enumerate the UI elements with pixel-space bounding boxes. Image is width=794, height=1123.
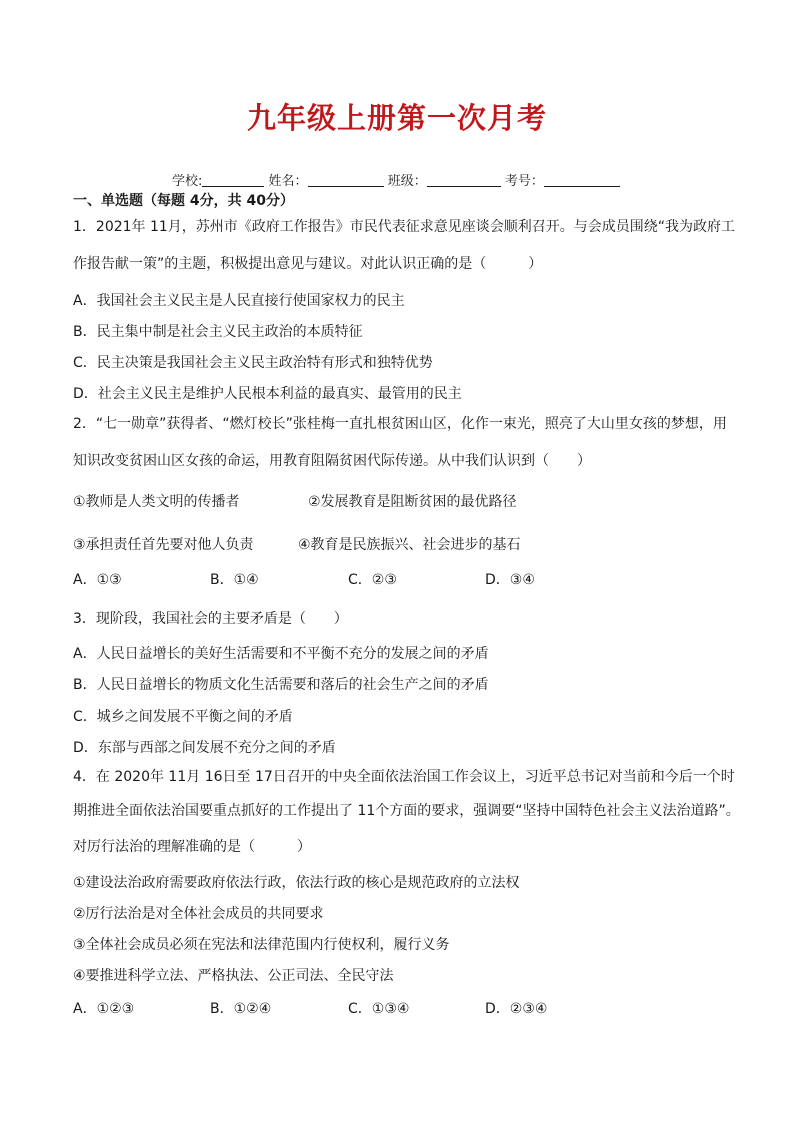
school-label: 学校: [172, 174, 203, 189]
q3-option-c: C．城乡之间发展不平衡之间的矛盾 [73, 709, 293, 725]
q3-option-d: D．东部与西部之间发展不充分之间的矛盾 [73, 740, 336, 756]
q2-statements-row2 [73, 534, 521, 554]
q4-statement-1: ①建设法治政府需要政府依法行政，依法行政的核心是规范政府的立法权 [73, 875, 520, 891]
q4-stem-line3: 对厉行法治的理解准确的是（ ） [73, 839, 311, 855]
student-info-row [172, 170, 620, 189]
q4-stem-line2: 期推进全面依法治国要重点抓好的工作提出了 11个方面的要求，强调要“坚持中国特色社会主义法治道路”。 [73, 803, 740, 819]
q2-statement-4: ④教育是民族振兴、社会进步的基石 [298, 537, 521, 553]
q3-stem: 3．现阶段，我国社会的主要矛盾是（ ） [73, 611, 348, 627]
page-title: 九年级上册第一次月考 [246, 101, 547, 135]
class-label: 班级： [387, 174, 427, 189]
q1-option-c: C．民主决策是我国社会主义民主政治特有形式和独特优势 [73, 355, 433, 371]
q4-option-b: B．①②④ [210, 1001, 272, 1017]
q4-statement-4: ④要推进科学立法、严格执法、公正司法、全民守法 [73, 968, 394, 984]
q1-option-d: D．社会主义民主是维护人民根本利益的最真实、最管用的民主 [73, 386, 462, 402]
name-label: 姓名： [268, 174, 308, 189]
name-blank [308, 173, 384, 187]
q1-option-a: A．我国社会主义民主是人民直接行使国家权力的民主 [73, 293, 405, 309]
q2-option-a: A．①③ [73, 572, 122, 588]
section-heading: 一、单选题（每题 4分，共 40分） [73, 193, 294, 209]
q2-statement-2: ②发展教育是阻断贫困的最优路径 [308, 494, 517, 510]
q4-option-d: D．②③④ [485, 1001, 548, 1017]
q1-stem-line1: 1．2021年 11月，苏州市《政府工作报告》市民代表征求意见座谈会顺利召开。与会成员围绕“我为政府工 [73, 219, 736, 235]
q3-option-a: A．人民日益增长的美好生活需要和不平衡不充分的发展之间的矛盾 [73, 646, 489, 662]
q4-option-c: C．①③④ [348, 1001, 410, 1017]
exam-no-label: 考号： [504, 174, 544, 189]
q4-statement-2: ②厉行法治是对全体社会成员的共同要求 [73, 906, 324, 922]
q4-statement-3: ③全体社会成员必须在宪法和法律范围内行使权利，履行义务 [73, 937, 450, 953]
q1-stem-line2: 作报告献一策”的主题，积极提出意见与建议。对此认识正确的是（ ） [73, 256, 543, 272]
q3-option-b: B．人民日益增长的物质文化生活需要和落后的社会生产之间的矛盾 [73, 677, 489, 693]
q1-option-b: B．民主集中制是社会主义民主政治的本质特征 [73, 324, 363, 340]
q2-option-d: D．③④ [485, 572, 535, 588]
school-blank [202, 173, 264, 187]
exam-no-blank [544, 173, 620, 187]
q4-option-a: A．①②③ [73, 1001, 135, 1017]
class-blank [427, 173, 501, 187]
q2-statement-3: ③承担责任首先要对他人负责 [73, 537, 254, 553]
q2-option-c: C．②③ [348, 572, 397, 588]
q2-stem-line1: 2．“七一勋章”获得者、“燃灯校长”张桂梅一直扎根贫困山区，化作一束光，照亮了大山里女孩的梦想，用 [73, 416, 727, 432]
q2-stem-line2: 知识改变贫困山区女孩的命运，用教育阻隔贫困代际传递。从中我们认识到（ ） [73, 453, 591, 469]
q4-stem-line1: 4．在 2020年 11月 16日至 17日召开的中央全面依法治国工作会议上，习近平总书记对当前和今后一个时 [73, 769, 735, 785]
q2-statements-row1 [73, 491, 517, 511]
q2-statement-1: ①教师是人类文明的传播者 [73, 494, 240, 510]
q2-option-b: B．①④ [210, 572, 259, 588]
